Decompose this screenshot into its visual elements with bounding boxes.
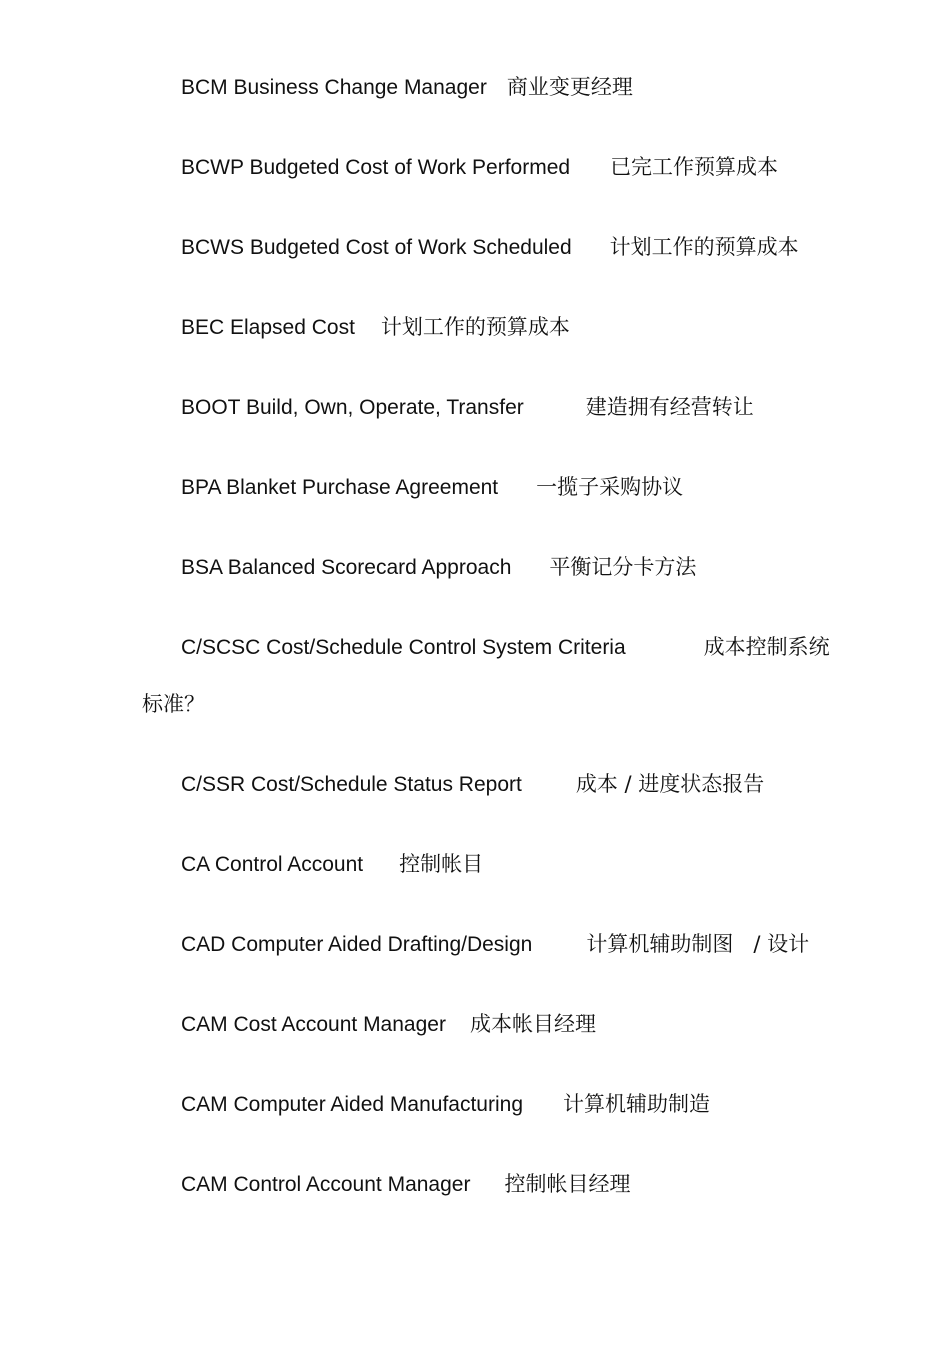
entry-chinese: 计算机辅助制造 xyxy=(563,1092,710,1116)
entry-english: BCWP Budgeted Cost of Work Performed xyxy=(181,156,571,179)
glossary-entry xyxy=(181,931,809,958)
glossary-entry xyxy=(181,314,570,341)
entry-english: CA Control Account xyxy=(181,853,364,876)
glossary-entry xyxy=(181,851,483,878)
entry-chinese: 成本 / 进度状态报告 xyxy=(575,772,765,796)
entry-continuation: 标准？ xyxy=(142,692,205,716)
entry-chinese: 计划工作的预算成本 xyxy=(380,315,570,339)
entry-english: CAM Computer Aided Manufacturing xyxy=(181,1093,523,1116)
entry-chinese: 计算机辅助制图 / 设计 xyxy=(586,932,810,956)
entry-english: BCWS Budgeted Cost of Work Scheduled xyxy=(181,236,572,259)
glossary-entry xyxy=(181,634,830,661)
entry-english: BCM Business Change Manager xyxy=(181,76,487,99)
entry-english: C/SCSC Cost/Schedule Control System Criteria xyxy=(181,636,626,659)
entry-english: BSA Balanced Scorecard Approach xyxy=(181,556,512,579)
entry-chinese: 商业变更经理 xyxy=(506,75,633,99)
entry-english: CAD Computer Aided Drafting/Design xyxy=(181,933,533,956)
glossary-entry xyxy=(181,394,754,421)
entry-chinese: 平衡记分卡方法 xyxy=(549,555,697,579)
entry-chinese: 已完工作预算成本 xyxy=(610,155,779,179)
entry-english: C/SSR Cost/Schedule Status Report xyxy=(181,773,522,796)
entry-chinese: 成本控制系统 xyxy=(703,635,830,659)
entry-english: BOOT Build, Own, Operate, Transfer xyxy=(181,396,524,419)
glossary-entry xyxy=(181,771,764,798)
entry-english: BPA Blanket Purchase Agreement xyxy=(181,476,499,499)
glossary-entry xyxy=(181,234,799,261)
entry-chinese: 控制帐目经理 xyxy=(504,1172,631,1196)
glossary-entry xyxy=(181,1011,596,1038)
entry-chinese: 控制帐目 xyxy=(399,852,484,876)
entry-english: CAM Control Account Manager xyxy=(181,1173,471,1196)
glossary-entry xyxy=(181,154,778,181)
entry-chinese: 计划工作的预算成本 xyxy=(609,235,799,259)
entry-english: CAM Cost Account Manager xyxy=(181,1013,446,1036)
entry-english: BEC Elapsed Cost xyxy=(181,316,355,339)
entry-chinese: 一揽子采购协议 xyxy=(536,475,684,499)
glossary-entry xyxy=(181,1171,630,1198)
glossary-entry xyxy=(181,474,683,501)
entry-chinese: 成本帐目经理 xyxy=(469,1012,596,1036)
glossary-entry xyxy=(181,74,633,101)
glossary-entry xyxy=(181,554,696,581)
entry-chinese: 建造拥有经营转让 xyxy=(585,395,754,419)
glossary-entry xyxy=(181,1091,710,1118)
